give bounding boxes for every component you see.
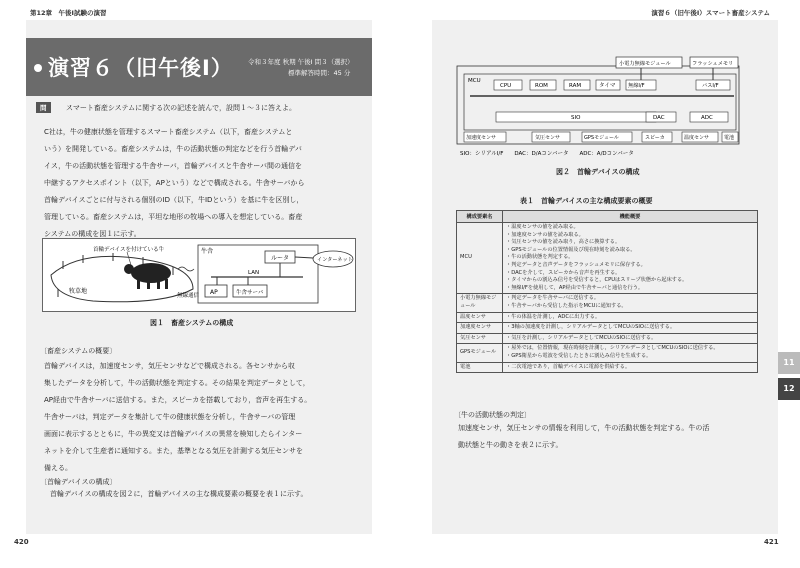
text-line: 集したデータを分析して，牛の活動状態を判定する。その結果を判定データとして， [44, 379, 310, 387]
text-line: 牛舎サーバは，判定データを集計して牛の健康状態を分析し，牛舎サーバの管理 [44, 413, 296, 421]
sio-label: SIO [571, 115, 581, 121]
banner-bullet-icon [34, 64, 42, 72]
table-row [457, 362, 758, 373]
bus-if-label: バスI/F [702, 83, 719, 89]
component-description [503, 323, 758, 334]
collar-paragraph: 首輪デバイスの構成を図２に，首輪デバイスの主な構成要素の概要を表１に示す。 [50, 490, 308, 498]
component-name: 温度センサ [457, 312, 503, 323]
cow-icon [124, 263, 171, 289]
gps-module-label: GPSモジュール [584, 135, 619, 141]
wireless-label: 無線通信 [177, 293, 200, 299]
mcu-label: MCU [468, 78, 481, 84]
accel-sensor-label: 加速度センサ [466, 135, 497, 141]
collar-label: 首輪デバイスを付けている牛 [93, 247, 165, 253]
exercise-title: 演習６（旧午後Ⅰ） [48, 56, 233, 80]
chapter-tab-11[interactable]: 11 [778, 352, 800, 374]
intro-paragraph [44, 124, 364, 243]
timer-label: タイマ [599, 83, 616, 89]
flash-label: フラッシュメモリ [692, 61, 734, 67]
table-header-cell: 機能概要 [503, 211, 758, 223]
battery-label: 電池 [724, 135, 735, 141]
component-description [503, 344, 758, 362]
server-label: 牛舎サーバ [236, 290, 264, 296]
text-line: 加速度センサ，気圧センサの情報を利用して，牛の活動状態を判定する。牛の活 [458, 424, 710, 432]
table-row [457, 312, 758, 323]
description-item: ・判定データを牛舎サーバに送信する。 [506, 295, 600, 302]
table-1-components [456, 210, 758, 373]
answer-time: 標準解答時間：45 分 [288, 69, 351, 77]
text-line: 管理している。畜産システムは，平坦な地形の牧場への導入を想定している。畜産 [44, 213, 303, 221]
text-line: 備える。 [44, 464, 72, 472]
description-item: ・気圧センサの値を読み取り，高さに換算する。 [506, 239, 621, 246]
description-item: ・屋外では，位置情報，現在時刻を計測し，シリアルデータとしてMCUのSIOに送信する。 [506, 345, 719, 352]
component-description [503, 223, 758, 294]
speaker-label: スピーカ [645, 135, 665, 141]
component-name: 加速度センサ [457, 323, 503, 334]
adc-label: ADC [701, 115, 713, 121]
description-item: ・3軸の加速度を計測し，シリアルデータとしてMCUのSIOに送信する。 [506, 324, 676, 331]
barn-label: 牛舎 [201, 248, 214, 255]
component-name: 電池 [457, 362, 503, 373]
table-header-row [457, 211, 758, 223]
section-heading-activity: 〔牛の活動状態の判定〕 [454, 411, 531, 419]
description-item: ・タイマからの割込み信号を受信すると，CPUはスリープ状態から起床する。 [506, 277, 688, 284]
pasture-label: 牧草地 [69, 288, 88, 295]
description-item: ・温度センサの値を読み取る。 [506, 224, 579, 230]
component-description [503, 294, 758, 312]
figure-2-legend: SIO：シリアルI/F DAC：D/Aコンバータ ADC：A/Dコンバータ [460, 151, 634, 157]
wireless-if-label: 無線I/F [628, 83, 645, 89]
component-description [503, 362, 758, 373]
figure-1-caption: 図１ 畜産システムの構成 [150, 319, 234, 327]
text-line: C社は，牛の健康状態を管理するスマート畜産システム（以下，畜産システムと [44, 128, 293, 136]
cpu-label: CPU [500, 83, 512, 89]
page-number-right: 421 [764, 538, 779, 546]
description-item: ・二次電池であり，首輪デバイスに電源を供給する。 [506, 363, 631, 370]
description-item: ・GPSモジュールの位置情報及び現在時刻を読み取る。 [506, 246, 636, 253]
lan-label: LAN [248, 270, 260, 276]
description-item: ・無線I/Fを使用して，AP経由で牛舎サーバと通信を行う。 [506, 284, 644, 291]
figure-1-system-diagram [42, 238, 356, 312]
text-line: システムの構成を図１に示す。 [44, 230, 141, 238]
description-item: ・判定データと音声データをフラッシュメモリに保存する。 [506, 261, 646, 268]
description-item: ・牛の活動状態を判定する。 [506, 254, 574, 261]
component-name: 気圧センサ [457, 333, 503, 344]
figure-2-caption: 図２ 首輪デバイスの構成 [556, 168, 640, 176]
description-item: ・牛の体温を計測し，ADCに出力する。 [506, 313, 601, 320]
table-row [457, 333, 758, 344]
text-line: 首輪デバイスごとに付与される個別のID（以下，牛IDという）を基に牛を区別し， [44, 196, 304, 204]
pressure-sensor-label: 気圧センサ [535, 135, 561, 141]
wireless-module-label: 小電力無線モジュール [619, 61, 671, 67]
chapter-tab-12[interactable]: 12 [778, 378, 800, 400]
component-name: MCU [457, 223, 503, 294]
left-running-head: 第12章 午後Ⅰ試験の演習 [30, 9, 107, 17]
overview-paragraph [44, 358, 366, 477]
table-row [457, 344, 758, 362]
component-name: GPSモジュール [457, 344, 503, 362]
figure-2-collar-diagram [456, 56, 740, 160]
text-line: 首輪デバイスは，加速度センサ，気圧センサなどで構成される。各センサから収 [44, 362, 296, 370]
description-item: ・牛舎サーバから受信した指示をMCUに通知する。 [506, 302, 627, 309]
activity-paragraph [458, 420, 770, 454]
description-item: ・加速度センサの値を読み取る。 [506, 231, 584, 238]
question-intro: スマート畜産システムに関する次の記述を読んで，設問１～３に答えよ。 [66, 104, 297, 112]
ap-label: AP [210, 289, 218, 296]
internet-label: インターネット [317, 257, 353, 263]
table-row [457, 294, 758, 312]
temp-sensor-label: 温度センサ [684, 135, 710, 141]
table-row [457, 323, 758, 334]
ram-label: RAM [569, 83, 582, 89]
rom-label: ROM [535, 83, 548, 89]
description-item: ・GPS衛星から電波を受信したときに割込み信号を生成する。 [506, 352, 652, 359]
section-heading-collar: 〔首輪デバイスの構成〕 [40, 478, 117, 486]
exam-meta: 令和３年度 秋期 午後Ⅰ 問３（選択） [248, 58, 354, 66]
section-heading-overview: 〔畜産システムの概要〕 [40, 347, 117, 355]
text-line: 画面に表示するとともに，牛の異変又は首輪デバイスの異常を検知したらインター [44, 430, 303, 438]
description-item: ・DACを介して，スピーカから音声を再生する。 [506, 269, 621, 276]
right-running-head: 演習６（旧午後Ⅰ）スマート畜産システム [651, 9, 770, 17]
question-tag: 問 [36, 102, 51, 113]
text-line: 動状態と牛の動きを表２に示す。 [458, 441, 563, 449]
component-description [503, 312, 758, 323]
table-1-caption: 表１ 首輪デバイスの主な構成要素の概要 [520, 197, 653, 205]
component-name: 小電力無線モジュール [457, 294, 503, 312]
text-line: AP経由で牛舎サーバに送信する。また，スピーカを搭載しており，音声を再生する。 [44, 396, 312, 404]
text-line: 中継するアクセスポイント（以下，APという）などで構成される。牛舎サーバから [44, 179, 305, 187]
text-line: いう）を開発している。畜産システムは，牛の活動状態の判定などを行う首輪デバ [44, 145, 302, 153]
table-row [457, 223, 758, 294]
text-line: ネットを介して生産者に通知する。また，基準となる気圧を計測する気圧センサを [44, 447, 303, 455]
table-header-cell: 構成要素名 [457, 211, 503, 223]
dac-label: DAC [653, 115, 665, 121]
text-line: イス，牛の活動状態を管理する牛舎サーバ，首輪デバイスと牛舎サーバ間の通信を [44, 162, 302, 170]
router-label: ルータ [271, 255, 290, 262]
component-description [503, 333, 758, 344]
page-number-left: 420 [14, 538, 29, 546]
description-item: ・気圧を計測し，シリアルデータとしてMCUのSIOに送信する。 [506, 334, 657, 341]
